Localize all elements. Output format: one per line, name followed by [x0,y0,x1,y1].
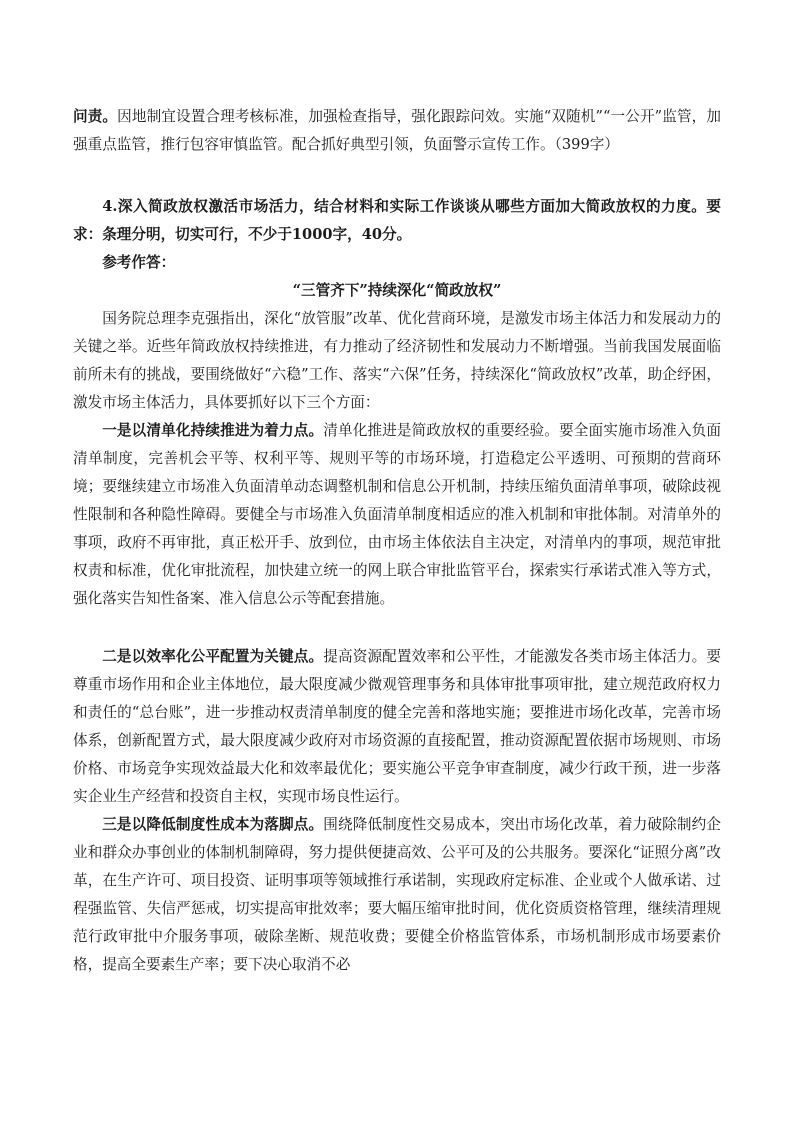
essay-title: “三管齐下”持续深化“简政放权” [292,282,502,299]
essay-point-1-text: 清单化推进是简政放权的重要经验。要全面实施市场准入负面清单制度，完善机会平等、权利平等、规则平等的市场环境，打造稳定公平透明、可预期的营商环境；要继续建立市场准入负面清单动态调整机制和信息公开机制，持续压缩负面清单事项，破除歧视性限制和各种隐性障碍。要健全与市场准入负面清单制度相适应的准入机制和审批体制。对清单外的事项，政府不再审批，真正松开手、放到位，由市场主体依法自主决定，对清单内的事项，规范审批权责和标准，优化审批流程，加快建立统一的网上联合审批监管平台，探索实行承诺式准入等方式，强化落实告知性备案、准入信息公示等配套措施。 [73,422,721,607]
essay-point-1-lead: 一是以清单化持续推进为着力点。 [102,422,324,439]
paragraph-continuation-text: 因地制宜设置合理考核标准，加强检查指导，强化跟踪问效。实施“双随机”“一公开”监管，加强重点监管，推行包容审慎监管。配合抓好典型引领，负面警示宣传工作。（399字） [73,108,721,153]
essay-intro: 国务院总理李克强指出，深化“放管服”改革、优化营商环境，是激发市场主体活力和发展动力的关键之举。近些年简政放权持续推进，有力推动了经济韧性和发展动力不断增强。当前我国发展面临前所未有的挑战，要围绕做好“六稳”工作、落实“六保”任务，持续深化“简政放权”改革，助企纾困，激发市场主体活力，具体要抓好以下三个方面： [73,310,721,411]
essay-point-3 [73,811,721,979]
essay-point-2-lead: 二是以效率化公平配置为关键点。 [102,648,324,665]
essay-point-3-lead: 三是以降低制度性成本为落脚点。 [102,816,324,833]
document-page [73,103,721,979]
question-4: 4.深入简政放权激活市场活力，结合材料和实际工作谈谈从哪些方面加大简政放权的力度。要求：条理分明，切实可行，不少于1000字，40分。 [73,198,721,243]
essay-point-2 [73,643,721,811]
paragraph-continuation [73,103,721,159]
essay-point-1 [73,417,721,613]
answer-label: 参考作答： [102,254,176,271]
essay-point-2-text: 提高资源配置效率和公平性，才能激发各类市场主体活力。要尊重市场作用和企业主体地位，最大限度减少微观管理事务和具体审批事项审批，建立规范政府权力和责任的“总台账”，进一步推动权责清单制度的健全完善和落地实施；要推进市场化改革，完善市场体系，创新配置方式，最大限度减少政府对市场资源的直接配置，推动资源配置依据市场规则、市场价格、市场竞争实现效益最大化和效率最优化；要实施公平竞争审查制度，减少行政干预，进一步落实企业生产经营和投资自主权，实现市场良性运行。 [73,648,721,805]
essay-point-3-text: 围绕降低制度性交易成本，突出市场化改革，着力破除制约企业和群众办事创业的体制机制障碍，努力提供便捷高效、公平可及的公共服务。要深化“证照分离”改革，在生产许可、项目投资、证明事项等领域推行承诺制，实现政府定标准、企业或个人做承诺、过程强监管、失信严惩戒，切实提高审批效率；要大幅压缩审批时间，优化资质资格管理，继续清理规范行政审批中介服务事项，破除垄断、规范收费；要健全价格监管体系，市场机制形成市场要素价格，提高全要素生产率；要下决心取消不必 [73,816,721,973]
paragraph-continuation-lead: 问责。 [73,108,118,125]
